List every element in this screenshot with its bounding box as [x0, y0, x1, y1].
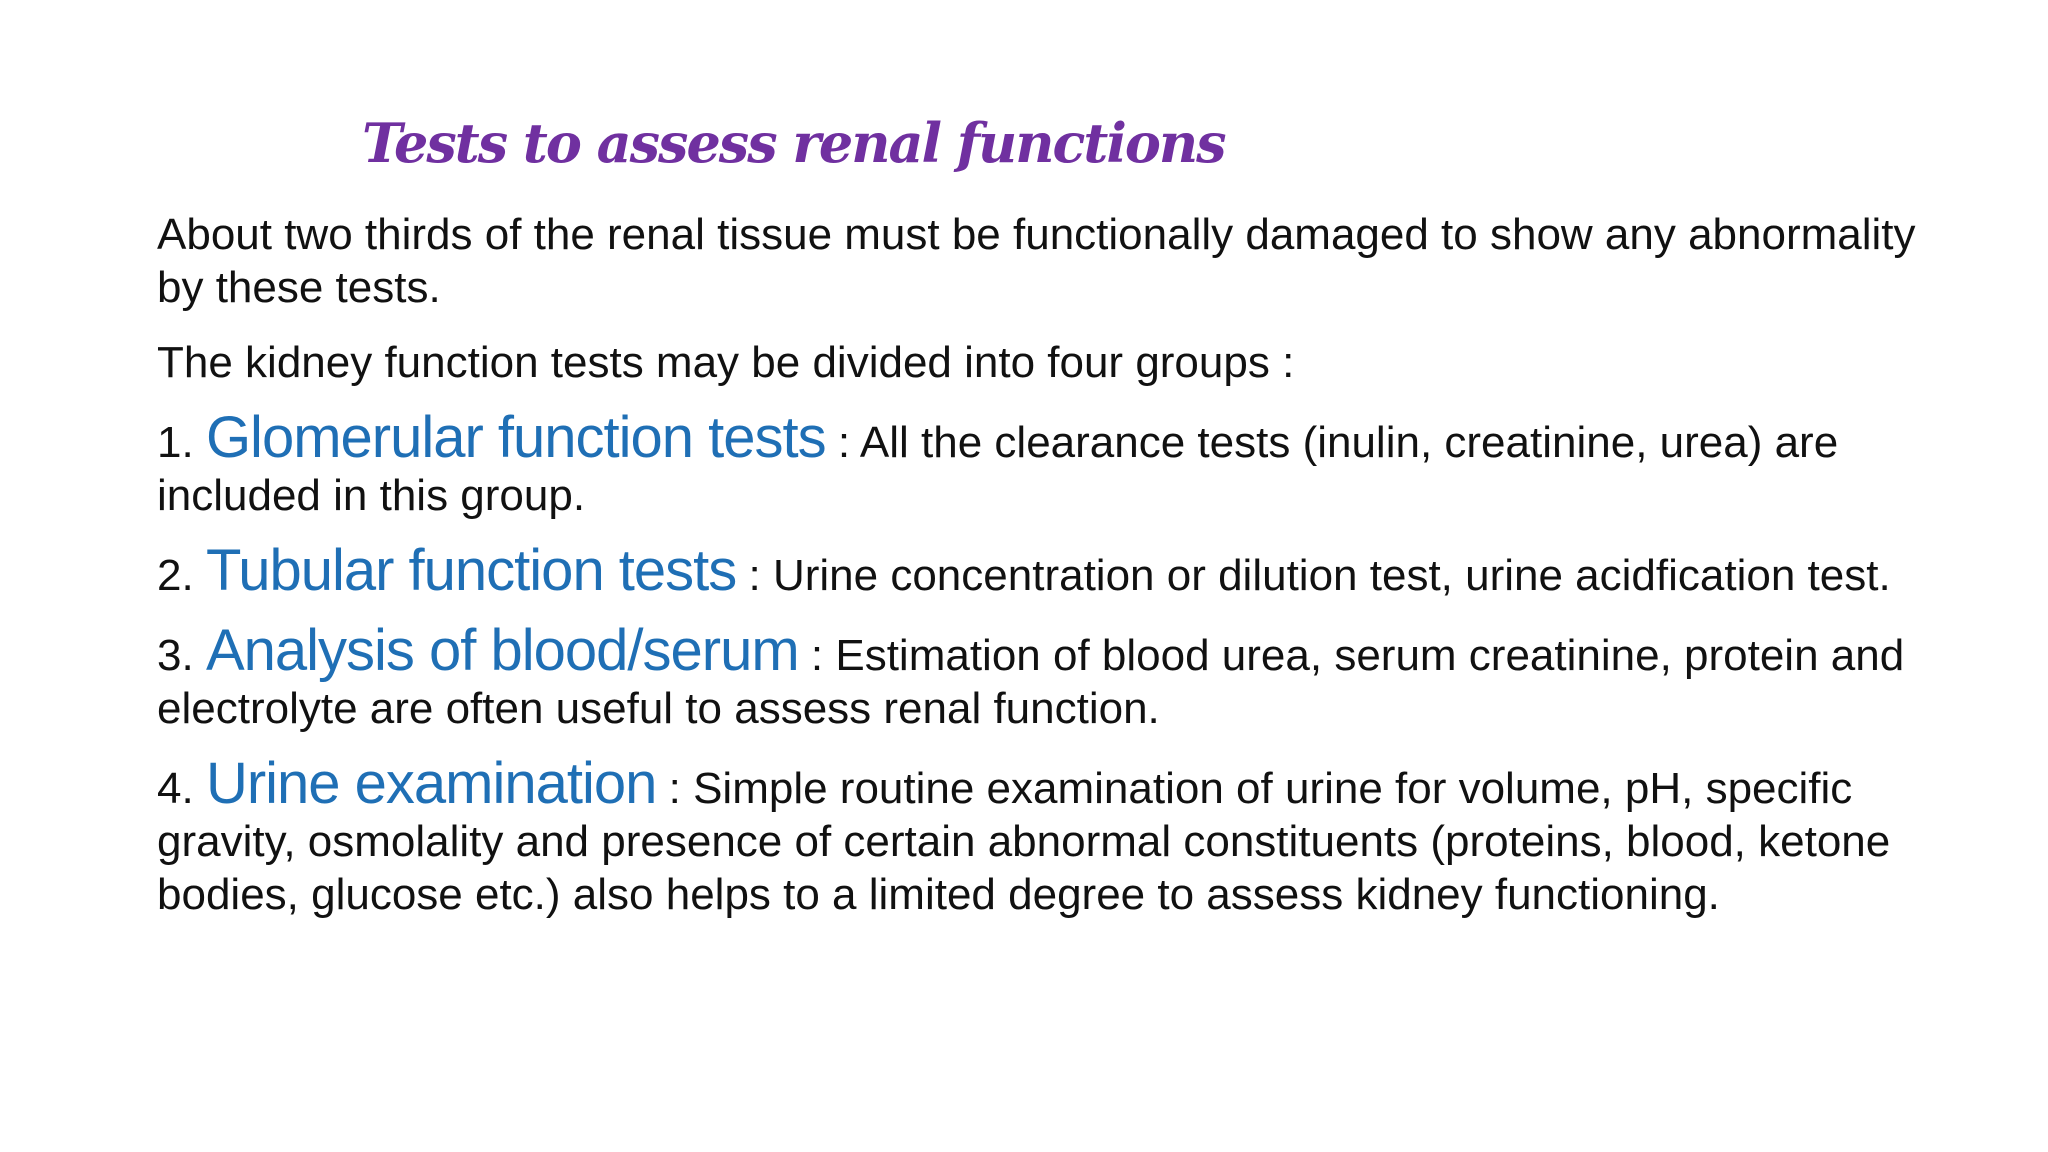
group-heading: Urine examination [205, 751, 657, 816]
group-item-3 [157, 618, 1917, 735]
group-description: : All the clearance tests (inulin, creatinine, urea) are included in this group. [157, 418, 1839, 520]
group-heading: Tubular function tests [205, 538, 737, 603]
group-description: : Simple routine examination of urine for volume, pH, specific gravity, osmolality and presence of certain abnormal constituents (proteins, blood, ketone bodies, glucose etc.) also helps to a limited degree to assess kidney functioning. [157, 764, 1891, 919]
group-number: 4. [157, 764, 194, 813]
group-number: 1. [157, 418, 194, 467]
group-number: 2. [157, 551, 194, 600]
slide-body [157, 208, 1917, 943]
group-item-1 [157, 405, 1917, 522]
group-number: 3. [157, 631, 194, 680]
group-item-2 [157, 538, 1917, 603]
group-item-4 [157, 751, 1917, 921]
group-description: : Urine concentration or dilution test, urine acidfication test. [736, 551, 1891, 600]
slide-title: Tests to assess renal functions [362, 111, 1225, 175]
group-heading: Analysis of blood/serum [205, 618, 799, 683]
group-description: : Estimation of blood urea, serum creatinine, protein and electrolyte are often useful to assess renal function. [157, 631, 1905, 733]
group-heading: Glomerular function tests [205, 405, 826, 470]
intro-paragraph-2: The kidney function tests may be divided into four groups : [157, 338, 1295, 387]
intro-paragraph-1: About two thirds of the renal tissue must be functionally damaged to show any abnormality by these tests. [157, 210, 1916, 312]
